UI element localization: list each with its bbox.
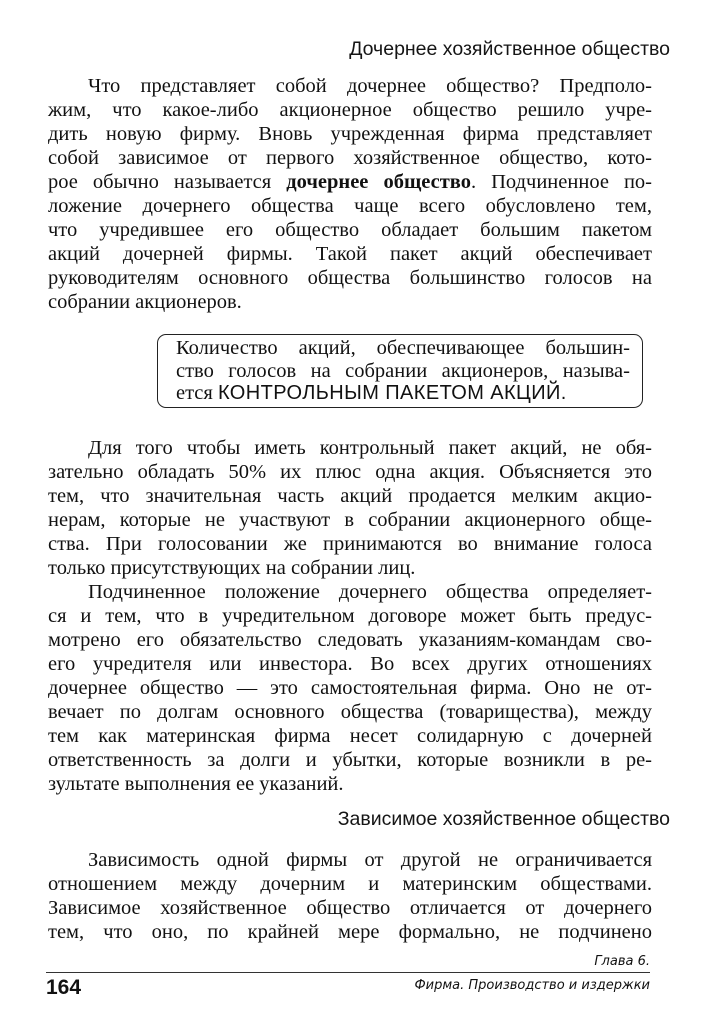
term-subsidiary: дочернее общество bbox=[286, 171, 471, 193]
paragraph-subordinate-position bbox=[48, 580, 652, 796]
text-fragment: рое обычно называется bbox=[48, 171, 287, 193]
text-line: ства. При голосовании же принимаются во внимание голоса bbox=[48, 533, 652, 555]
text-line: ложение дочернего общества чаще всего обусловлено тем, bbox=[48, 195, 652, 217]
text-line: собрании акционеров. bbox=[48, 291, 242, 313]
text-line: отношением между дочерним и материнским обществами. bbox=[48, 873, 652, 895]
text-line bbox=[48, 170, 652, 194]
text-line: тем, что оно, по крайней мере формально, не подчинено bbox=[48, 921, 652, 943]
term-controlling-stake: КОНТРОЛЬНЫМ ПАКЕТОМ АКЦИЙ. bbox=[217, 382, 567, 404]
text-line: что учредившее его общество обладает большим пакетом bbox=[48, 219, 652, 241]
running-footer-chapter: Глава 6. bbox=[594, 954, 650, 969]
text-fragment: . Подчиненное по- bbox=[470, 171, 653, 193]
text-line: ся и тем, что в учредительном договоре может быть предус- bbox=[48, 605, 652, 627]
section-heading-dependent: Зависимое хозяйственное общество bbox=[337, 808, 670, 830]
callout-line: ство голосов на собрании акционеров, называ- bbox=[176, 359, 630, 382]
paragraph-dependent-intro bbox=[48, 848, 652, 944]
text-line: тем как материнская фирма несет солидарную с дочерней bbox=[48, 725, 652, 747]
text-line: Для того чтобы иметь контрольный пакет акций, не обя- bbox=[88, 437, 652, 459]
text-line: зательно обладать 50% их плюс одна акция. Объясняется это bbox=[48, 461, 652, 483]
text-fragment: ется bbox=[176, 382, 218, 404]
paragraph-subsidiary-intro bbox=[48, 74, 652, 314]
callout-line: Количество акций, обеспечивающее большин- bbox=[176, 337, 630, 359]
text-line: зультате выполнения ее указаний. bbox=[48, 773, 344, 795]
text-line: собой зависимое от первого хозяйственное общество, кото- bbox=[48, 147, 652, 169]
text-line: Зависимость одной фирмы от другой не ограничивается bbox=[88, 849, 652, 871]
footer-divider bbox=[46, 972, 650, 973]
text-line: акций дочерней фирмы. Такой пакет акций обеспечивает bbox=[48, 243, 652, 265]
text-line: руководителям основного общества большинство голосов на bbox=[48, 267, 652, 289]
text-line: нерам, которые не участвуют в собрании акционерного обще- bbox=[48, 509, 652, 531]
callout-line bbox=[176, 382, 630, 405]
section-heading-subsidiary: Дочернее хозяйственное общество bbox=[349, 38, 670, 60]
text-line: тем, что значительная часть акций продается мелким акцио- bbox=[48, 485, 652, 507]
text-line: дочернее общество — это самостоятельная фирма. Оно не от- bbox=[48, 677, 652, 699]
text-line: Что представляет собой дочернее общество? Предполо- bbox=[88, 75, 652, 97]
text-line: Зависимое хозяйственное общество отличается от дочернего bbox=[48, 897, 652, 919]
text-line: только присутствующих на собрании лиц. bbox=[48, 557, 416, 579]
text-line: ответственность за долги и убытки, которые возникли в ре- bbox=[48, 749, 652, 771]
text-line: мотрено его обязательство следовать указаниям-командам сво- bbox=[48, 629, 652, 651]
definition-callout-box bbox=[157, 334, 643, 408]
text-line: Подчиненное положение дочернего общества определяет- bbox=[88, 581, 652, 603]
text-line: его учредителя или инвестора. Во всех других отношениях bbox=[48, 653, 652, 675]
running-footer-chapter-title: Фирма. Производство и издержки bbox=[414, 978, 650, 993]
paragraph-controlling-stake bbox=[48, 436, 652, 580]
text-line: дить новую фирму. Вновь учрежденная фирма представляет bbox=[48, 123, 652, 145]
text-line: жим, что какое-либо акционерное общество решило учре- bbox=[48, 99, 652, 121]
page-number: 164 bbox=[46, 976, 82, 999]
text-line: вечает по долгам основного общества (товарищества), между bbox=[48, 701, 652, 723]
